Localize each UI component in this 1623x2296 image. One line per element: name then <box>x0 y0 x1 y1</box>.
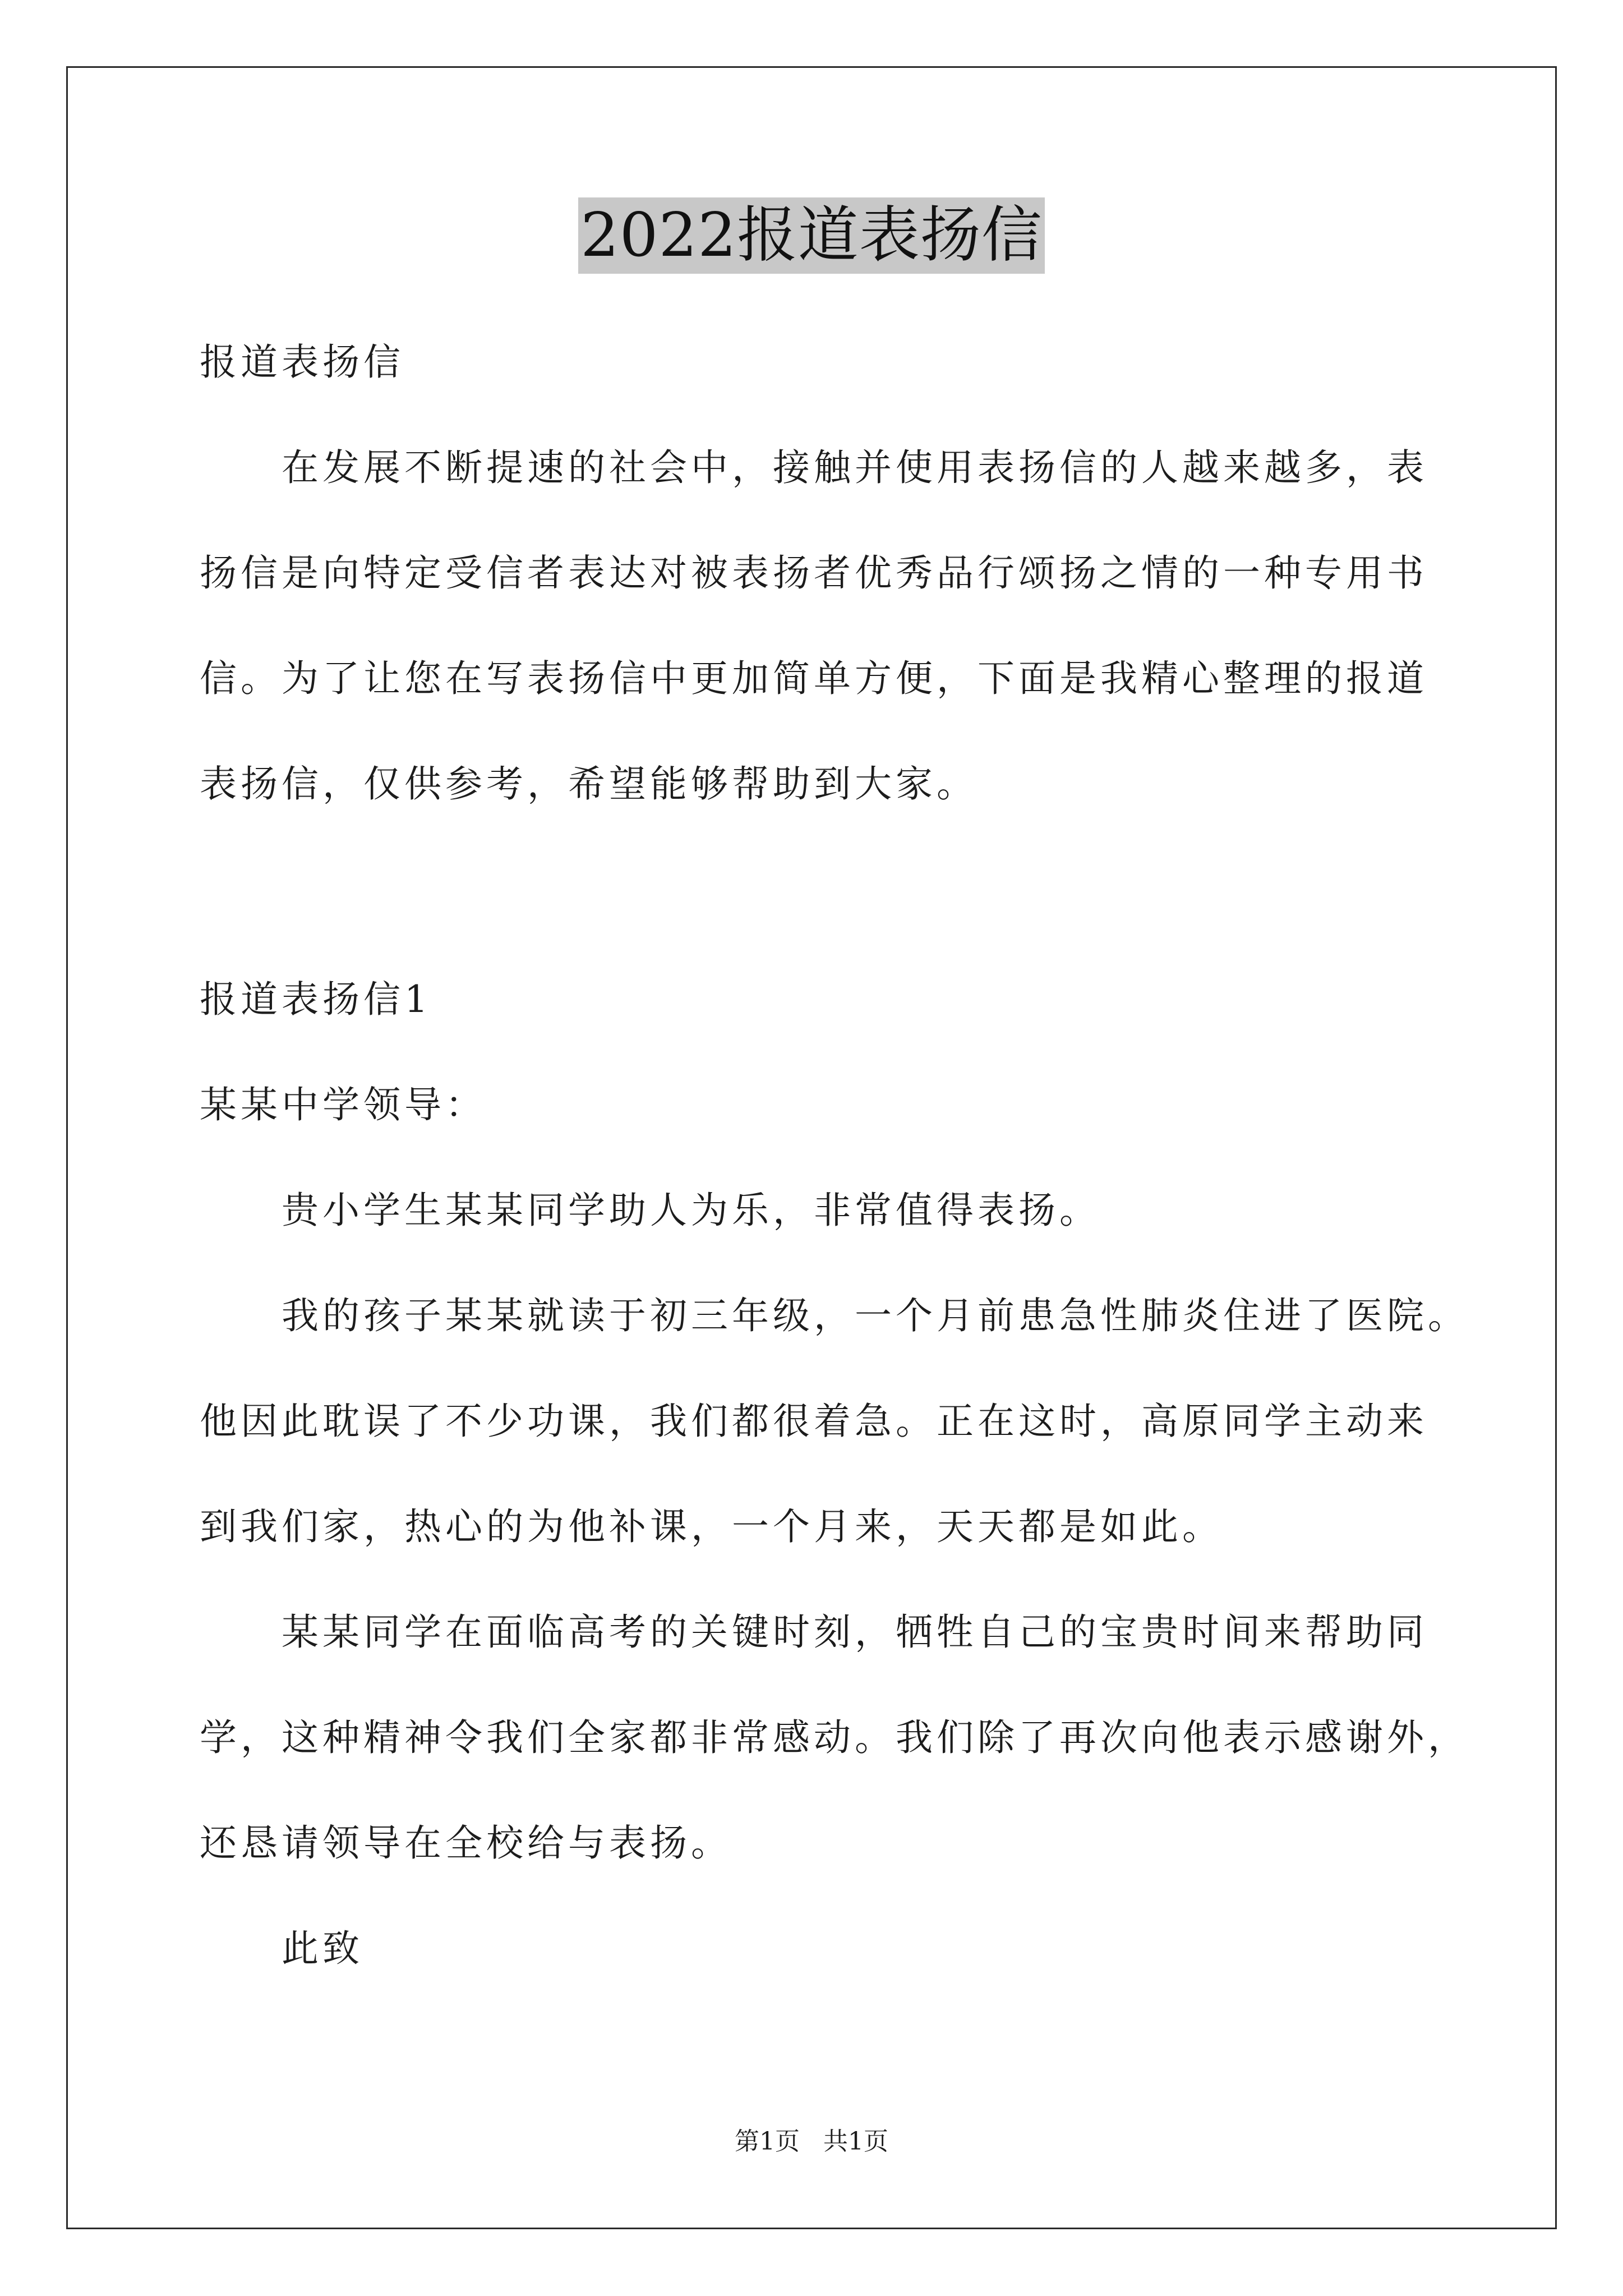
page-footer <box>0 2125 1623 2159</box>
paragraph-line: 我的孩子某某就读于初三年级，一个月前患急性肺炎住进了医院。 <box>282 1294 1469 1337</box>
document-title: 2022报道表扬信 <box>578 197 1045 274</box>
section-heading: 报道表扬信 <box>200 341 404 384</box>
paragraph-line: 学，这种精神令我们全家都非常感动。我们除了再次向他表示感谢外， <box>200 1716 1469 1759</box>
salutation: 某某中学领导： <box>200 1083 486 1126</box>
paragraph-line: 到我们家，热心的为他补课，一个月来，天天都是如此。 <box>200 1505 1223 1548</box>
paragraph-line: 在发展不断提速的社会中，接触并使用表扬信的人越来越多，表 <box>282 446 1428 489</box>
page-border <box>66 66 1557 2229</box>
paragraph-line: 表扬信，仅供参考，希望能够帮助到大家。 <box>200 762 978 806</box>
paragraph-line: 贵小学生某某同学助人为乐，非常值得表扬。 <box>282 1189 1100 1232</box>
title-container <box>0 197 1623 274</box>
section-heading: 报道表扬信1 <box>200 978 432 1021</box>
paragraph-line: 某某同学在面临高考的关键时刻，牺牲自己的宝贵时间来帮助同 <box>282 1611 1428 1654</box>
closing-line: 此致 <box>282 1927 363 1970</box>
paragraph-line: 信。为了让您在写表扬信中更加简单方便，下面是我精心整理的报道 <box>200 657 1428 700</box>
paragraph-line: 他因此耽误了不少功课，我们都很着急。正在这时，高原同学主动来 <box>200 1400 1428 1443</box>
page-number: 第1页 共1页 <box>735 2127 888 2156</box>
paragraph-line: 还恳请领导在全校给与表扬。 <box>200 1821 732 1865</box>
paragraph-line: 扬信是向特定受信者表达对被表扬者优秀品行颂扬之情的一种专用书 <box>200 551 1428 595</box>
